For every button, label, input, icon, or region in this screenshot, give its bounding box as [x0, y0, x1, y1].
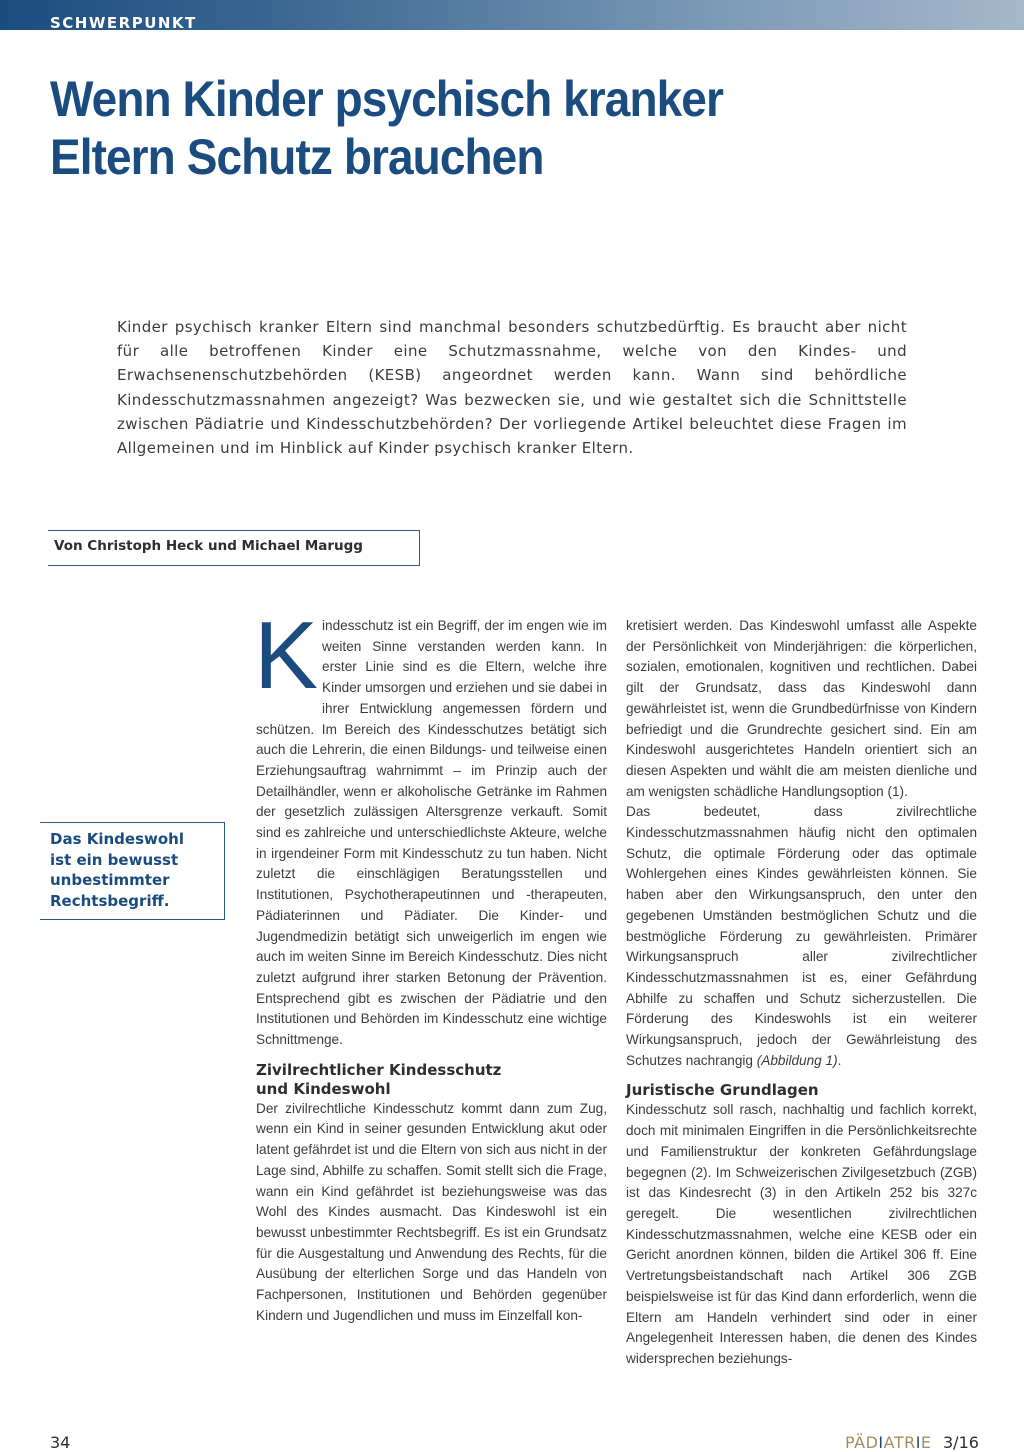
logo-part: ATR	[883, 1433, 916, 1452]
pullquote-line: ist ein bewusst	[50, 850, 179, 869]
logo-part: I	[915, 1433, 921, 1452]
intro-paragraph	[254, 602, 607, 1051]
section-heading: Juristische Grundlagen	[626, 1081, 819, 1100]
page-number: 34	[50, 1433, 71, 1452]
body-column-1	[254, 602, 607, 1327]
article-title	[50, 70, 878, 186]
body-paragraph: Kindesschutz soll rasch, nachhaltig und fachlich korrekt, doch mit minimalen Eingriffen in die Persönlichkeitsrechte und Familienstruktur der konkreten Gefährdungslage begegnen (2). Im Schweizerischen Zivilgesetzbuch (ZGB) ist das Kindesrecht (3) in den Artikeln 252 bis 327c geregelt. Die wesentlichen zivilrechtlichen Kindesschutzmassnahmen, welche eine KESB oder ein Gericht anordnen können, bilden die Artikel 306 ff. Eine Vertretungsbeistandschaft nach Artikel 306 ZGB beispielsweise ist für das Kind dann erforderlich, wenn die Eltern am Handeln verhindert sind oder in einer Angelegenheit Interessen haben, die denen des Kindes widersprechen beziehungs-	[626, 1102, 977, 1366]
paragraph-text: Das bedeutet, dass zivilrechtliche Kindesschutzmassnahmen häufig nicht den optimalen Schutz, die optimale Förderung oder das optimale Wohlergehen eines Kindes gewährleisten können. Sie haben aber den Wirkungsanspruch, den unter den gegebenen Umständen bestmöglichen Schutz und die bestmögliche Förderung zu gewährleisten. Primärer Wirkungsanspruch aller zivilrechtlicher Kindesschutzmassnahmen ist es, einer Gefährdung Abhilfe zu schaffen und Schutz sicherzustellen. Die Förderung des Kindeswohls ist ein weiterer Wirkungsanspruch, jedoch der Gewährleistung des Schutzes nachrangig	[626, 804, 977, 1068]
logo-part: I	[878, 1433, 884, 1452]
logo-part: E	[920, 1433, 932, 1452]
figure-reference[interactable]: (Abbildung 1)	[756, 1052, 838, 1068]
body-paragraph: kretisiert werden. Das Kindeswohl umfasst alle Aspekte der Persönlichkeit von Minderjährigen: die körperlichen, sozialen, emotionalen, kognitiven und rechtlichen. Dabei gilt der Grundsatz, dass das Kindeswohl dann gewährleistet ist, wenn die Grundbedürfnisse von Kindern befriedigt und die Grundrechte gesichert sind. Ein am Kindeswohl ausgerichtetes Handeln orientiert sich an diesen Aspekten und wählt die am meisten dienliche und am wenigsten schädliche Handlungsoption (1).	[626, 618, 977, 799]
section-heading	[256, 1061, 607, 1099]
body-paragraph: Der zivilrechtliche Kindesschutz kommt dann zum Zug, wenn ein Kind in seiner gesunden Entwicklung akut oder latent gefährdet ist und die Eltern von sich aus nicht in der Lage sind, Abhilfe zu schaffen. Somit stellt sich die Frage, wann ein Kind gefährdet ist beziehungsweise was das Wohl des Kindes ausmacht. Das Kindeswohl ist ein bewusst unbestimmter Rechtsbegriff. Es ist ein Grundsatz für die Ausgestaltung und Anwendung des Rechts, für die Ausübung der elterlichen Sorge und das Handeln von Fachpersonen, Institutionen und Behörden gegenüber Kindern und Jugendlichen und muss im Einzelfall kon-	[256, 1100, 607, 1323]
section-heading-line: und Kindeswohl	[256, 1079, 391, 1098]
pullquote	[50, 829, 225, 911]
body-column-2	[626, 616, 977, 1370]
drop-cap: K	[254, 602, 319, 709]
body-paragraph	[626, 802, 977, 1071]
logo-part: PÄD	[845, 1433, 879, 1452]
pullquote-line: Das Kindeswohl	[50, 830, 184, 848]
issue-number: 3/16	[943, 1433, 979, 1452]
pullquote-line: unbestimmter	[50, 871, 170, 889]
section-heading-line: Zivilrechtlicher Kindesschutz	[256, 1060, 502, 1079]
title-line: Eltern Schutz brauchen	[50, 129, 544, 185]
lead-paragraph: Kinder psychisch kranker Eltern sind manchmal besonders schutzbedürftig. Es braucht aber nicht für alle betroffenen Kinder eine Schutzmassnahme, welche von den Kindes- und Erwachsenenschutzbehörden (KESB) angeordnet werden kann. Wann sind behördliche Kindesschutzmassnahmen angezeigt? Was bezwecken sie, und wie gestaltet sich die Schnittstelle zwischen Pädiatrie und Kindesschutzbehörden? Der vorliegende Artikel beleuchtet diese Fragen im Allgemeinen und im Hinblick auf Kinder psychisch kranker Eltern.	[117, 318, 907, 458]
journal-logo	[845, 1433, 932, 1452]
section-label: SCHWERPUNKT	[50, 14, 197, 32]
paragraph-text: .	[837, 1052, 842, 1068]
pullquote-line: Rechtsbegriff.	[50, 891, 170, 910]
byline: Von Christoph Heck und Michael Marugg	[54, 538, 363, 554]
title-line: Wenn Kinder psychisch kranker	[50, 71, 723, 127]
intro-text: indesschutz ist ein Begriff, der im engen wie im weiten Sinne verstanden werden kann. In erster Linie sind es die Eltern, welche ihre Kinder umsorgen und erziehen und sie dabei in ihrer Entwicklung angemessen fördern und schützen. Im Bereich des Kindesschutzes betätigt sich auch die Lehrerin, die einen Bildungs- und teilweise einen Erziehungsauftrag wahrnimmt – im Prinzip auch der Detailhändler, wenn er alkoholische Getränke im Rahmen der gesetzlich zulässigen Altersgrenze verkauft. Somit sind es zahlreiche und unterschiedlichste Akteure, welche in irgendeiner Form mit Kindesschutz zu tun haben. Nicht zuletzt die einschlägigen Beratungsstellen und Institutionen, Psychotherapeutinnen und -therapeuten, Pädiaterinnen und Pädiater. Die Kinder- und Jugendmedizin betätigt sich unweigerlich im engen wie auch im weiten Sinne im Bereich Kindesschutz. Dies nicht zuletzt aufgrund ihrer starken Betonung der Prävention. Entsprechend gibt es zwischen der Pädiatrie und den Institutionen und Behörden im Kindesschutz eine wichtige Schnittmenge.	[256, 618, 607, 1048]
